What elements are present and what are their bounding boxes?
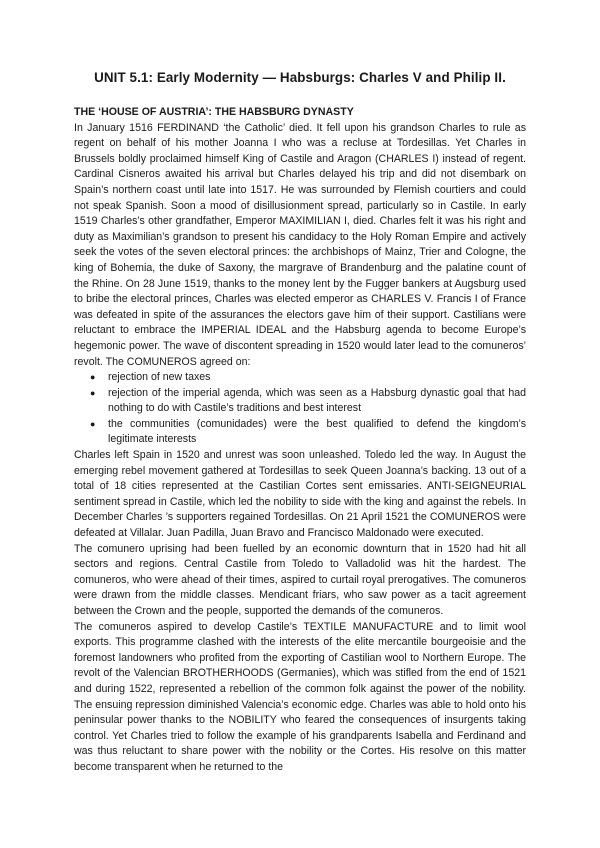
section-heading: THE ‘HOUSE OF AUSTRIA’: THE HABSBURG DYNASTY [74,106,354,118]
bullet-list [74,370,526,448]
paragraph: The comuneros aspired to develop Castile’s TEXTILE MANUFACTURE and to limit wool exports. This programme clashed with the interests of the elite mercantile bourgeoisie and the foremost landowners who profited from the exporting of Castilian wool to Northern Europe. The revolt of the Valencian BROTHERHOODS (Germanies), which was stifled from the end of 1521 and during 1522, represented a rebellion of the common folk against the power of the nobility. The ensuing repression diminished Valencia’s economic edge. Charles was able to hold onto his peninsular power thanks to the NOBILITY who feared the consequences of insurgents taking control. Yet Charles tried to follow the example of his grandparents Isabella and Ferdinand and was thus reluctant to share power with the nobility or the Cortes. His resolve on this matter become transparent when he returned to the [74,620,526,773]
bullet-icon: ● [90,387,96,398]
list-item-text: the communities (comunidades) were the best qualified to defend the kingdom’s legitimate interests [108,417,526,446]
page-title: UNIT 5.1: Early Modernity — Habsburgs: Charles V and Philip II. [94,70,506,85]
list-item [90,370,526,386]
list-item-text: rejection of the imperial agenda, which was seen as a Habsburg dynastic goal that had nothing to do with Castile’s traditions and best interest [108,386,526,415]
paragraph: The comunero uprising had been fuelled by an economic downturn that in 1520 had hit all sectors and regions. Central Castile from Toledo to Valladolid was hit the hardest. The comuneros, who were ahead of their times, aspired to curtail royal prerogatives. The comuneros were drawn from the middle classes. Mendicant friars, who saw power as a tacit agreement between the Crown and the people, supported the demands of the comuneros. [74,542,526,617]
paragraph: In January 1516 FERDINAND ‘the Catholic’ died. It fell upon his grandson Charles to rule as regent on behalf of his mother Joanna I who was a recluse at Tordesillas. Yet Charles in Brussels boldly proclaimed himself King of Castile and Aragon (CHARLES I) instead of regent. Cardinal Cisneros awaited his arrival but Charles delayed his trip and did not disembark on Spain’s northern coast until late into 1517. He was surrounded by Flemish courtiers and could not speak Spanish. Soon a mood of disillusionment spread, particularly so in Castile. In early 1519 Charles’s other grandfather, Emperor MAXIMILIAN I, died. Charles felt it was his right and duty as Maximilian’s grandson to present his candidacy to the Holy Roman Empire and actively seek the votes of the seven electoral princes: the archbishops of Mainz, Trier and Cologne, the king of Bohemia, the duke of Saxony, the margrave of Brandenburg and the palatine count of the Rhine. On 28 June 1519, thanks to the money lent by the Fugger bankers at Augsburg used to bribe the electoral princes, Charles was elected emperor as CHARLES V. Francis I of France was defeated in spite of the assurances the electors gave him of their support. Castilians were reluctant to embrace the IMPERIAL IDEAL and the Habsburg agenda to become Europe’s hegemonic power. The wave of discontent spreading in 1520 would later lead to the comuneros’ revolt. The COMUNEROS agreed on: [74,121,526,368]
paragraph: Charles left Spain in 1520 and unrest was soon unleashed. Toledo led the way. In August the emerging rebel movement gathered at Tordesillas to seek Queen Joanna’s backing. 13 out of a total of 18 cities represented at the Castilian Cortes sent emissaries. ANTI-SEIGNEURIAL sentiment spread in Castile, which led the nobility to side with the king and against the rebels. In December Charles ’s supporters regained Tordesillas. On 21 April 1521 the COMUNEROS were defeated at Villalar. Juan Padilla, Juan Bravo and Francisco Maldonado were executed. [74,449,526,540]
list-item-text: rejection of new taxes [108,371,211,384]
bullet-icon: ● [90,372,96,383]
bullet-icon: ● [90,418,96,429]
list-item [90,417,526,448]
list-item [90,386,526,417]
